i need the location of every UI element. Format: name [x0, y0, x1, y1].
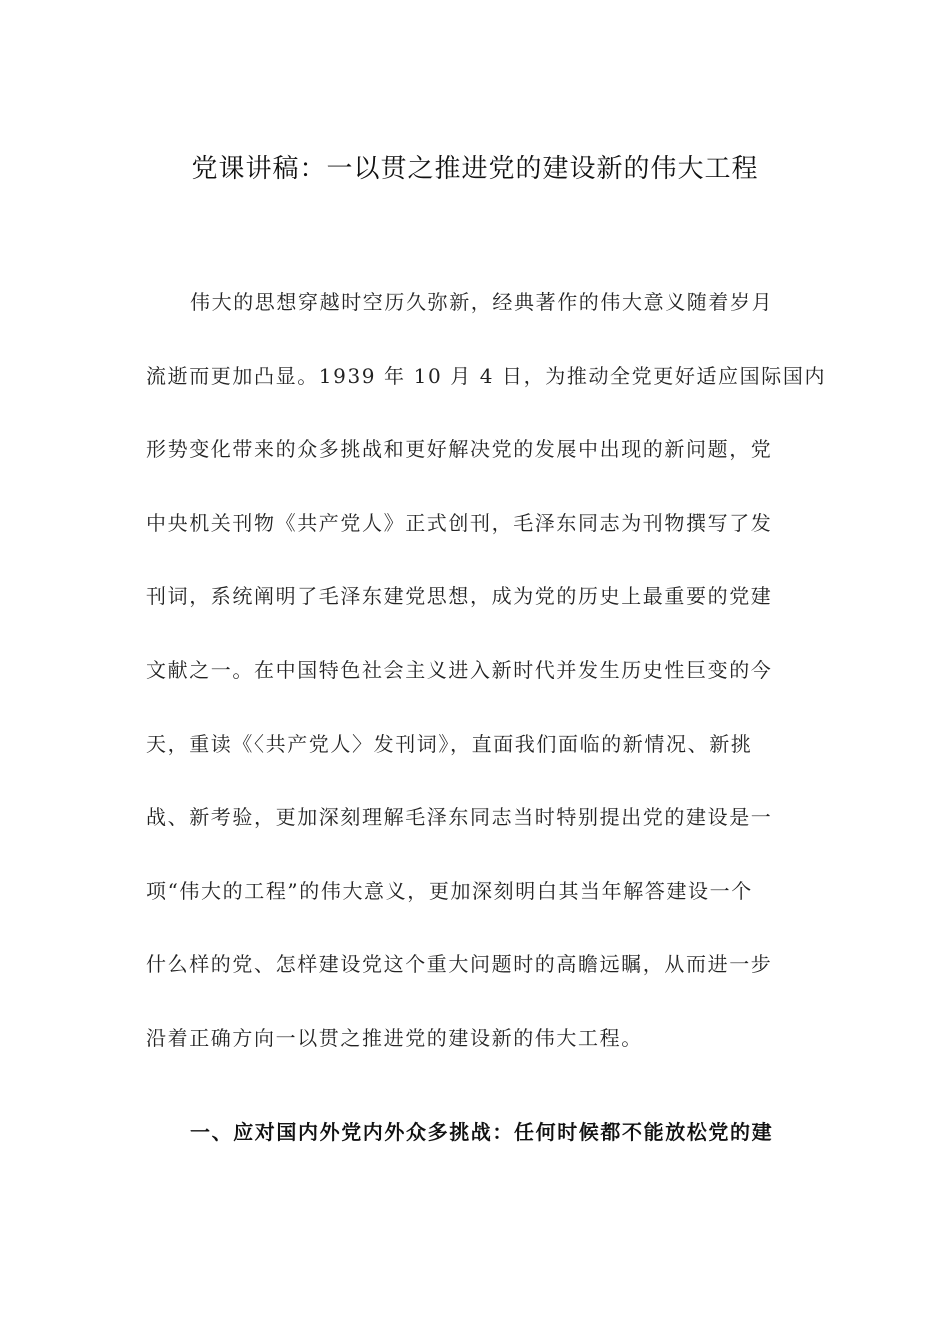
paragraph-line: 伟大的思想穿越时空历久弥新，经典著作的伟大意义随着岁月	[190, 290, 774, 314]
paragraph-line: 流逝而更加凸显。1939 年 10 月 4 日，为推动全党更好适应国际国内	[146, 363, 827, 388]
paragraph-line: 什么样的党、怎样建设党这个重大问题时的高瞻远瞩，从而进一步	[146, 952, 773, 977]
paragraph-line: 沿着正确方向一以贯之推进党的建设新的伟大工程。	[146, 1025, 643, 1050]
paragraph-line: 文献之一。在中国特色社会主义进入新时代并发生历史性巨变的今	[146, 657, 773, 682]
paragraph-line: 项“伟大的工程”的伟大意义，更加深刻明白其当年解答建设一个	[146, 878, 753, 903]
document-title: 党课讲稿：一以贯之推进党的建设新的伟大工程	[191, 154, 759, 185]
paragraph-line: 形势变化带来的众多挑战和更好解决党的发展中出现的新问题，党	[146, 437, 773, 462]
paragraph-line: 刊词，系统阐明了毛泽东建党思想，成为党的历史上最重要的党建	[146, 584, 773, 609]
intro-paragraph	[146, 280, 827, 1090]
paragraph-line: 中央机关刊物《共产党人》正式创刊，毛泽东同志为刊物撰写了发	[146, 510, 773, 535]
paragraph-line: 天，重读《〈共产党人〉发刊词》，直面我们面临的新情况、新挑	[146, 731, 753, 756]
section-heading: 一、应对国内外党内外众多挑战：任何时候都不能放松党的建	[190, 1120, 774, 1144]
paragraph-line: 战、新考验，更加深刻理解毛泽东同志当时特别提出党的建设是一	[146, 805, 773, 830]
